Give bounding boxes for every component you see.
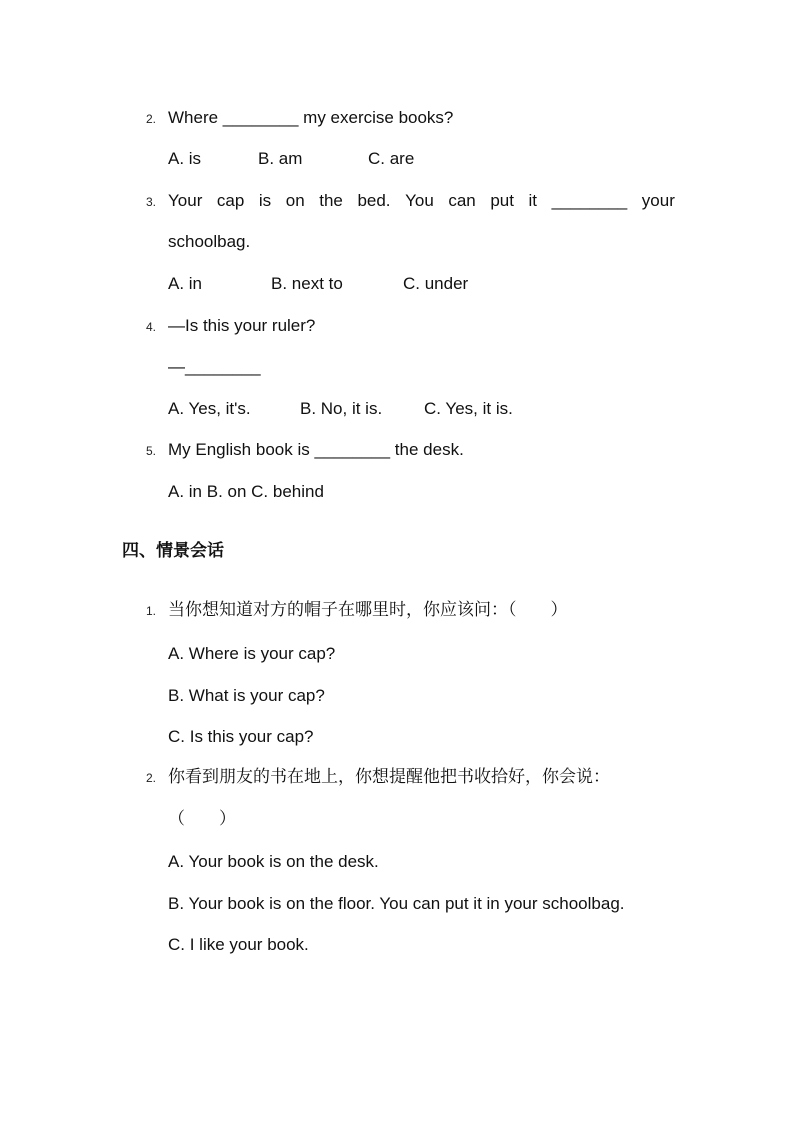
question-number: 1. [146, 604, 157, 618]
word: it [528, 191, 538, 210]
question-text: —Is this your ruler? [168, 316, 316, 335]
option-c: C. I like your book. [168, 935, 309, 954]
word: bed. [357, 191, 391, 210]
question-number: 2. [146, 771, 157, 785]
question-text: 当你想知道对方的帽子在哪里时，你应该问：（ ） [168, 600, 568, 619]
option-b: B. am [258, 149, 303, 168]
answer-parentheses: （ ） [168, 809, 236, 828]
option-c: C. Is this your cap? [168, 727, 314, 746]
question-number: 3. [146, 195, 157, 209]
option-b: B. next to [271, 274, 343, 293]
option-a: A. Yes, it's. [168, 399, 251, 418]
word: your [641, 191, 675, 210]
question-text [168, 190, 675, 212]
options: A. in B. on C. behind [168, 482, 324, 501]
option-a: A. in [168, 274, 203, 293]
option-b: B. What is your cap? [168, 686, 325, 705]
word: cap [216, 191, 245, 210]
word: You [405, 191, 434, 210]
word: put [490, 191, 514, 210]
answer-line: —________ [168, 357, 261, 376]
word: is [258, 191, 272, 210]
option-b: B. No, it is. [300, 399, 383, 418]
option-a: A. Your book is on the desk. [168, 852, 379, 871]
word: Your [168, 191, 203, 210]
option-a: A. Where is your cap? [168, 644, 336, 663]
option-c: C. Yes, it is. [424, 399, 513, 418]
question-number: 2. [146, 112, 157, 126]
option-a: A. is [168, 149, 202, 168]
word: the [319, 191, 343, 210]
question-number: 5. [146, 444, 157, 458]
word: can [448, 191, 476, 210]
question-text: My English book is ________ the desk. [168, 440, 464, 459]
question-text: Where ________ my exercise books? [168, 108, 454, 127]
word: on [285, 191, 305, 210]
answer-blank: ________ [551, 191, 628, 210]
option-c: C. are [368, 149, 415, 168]
question-text: 你看到朋友的书在地上，你想提醒他把书收拾好，你会说： [168, 767, 610, 786]
section-title: 四、情景会话 [122, 541, 224, 560]
question-number: 4. [146, 320, 157, 334]
question-text-continued: schoolbag. [168, 232, 251, 251]
option-c: C. under [403, 274, 469, 293]
option-b: B. Your book is on the floor. You can put it in your schoolbag. [168, 894, 625, 913]
